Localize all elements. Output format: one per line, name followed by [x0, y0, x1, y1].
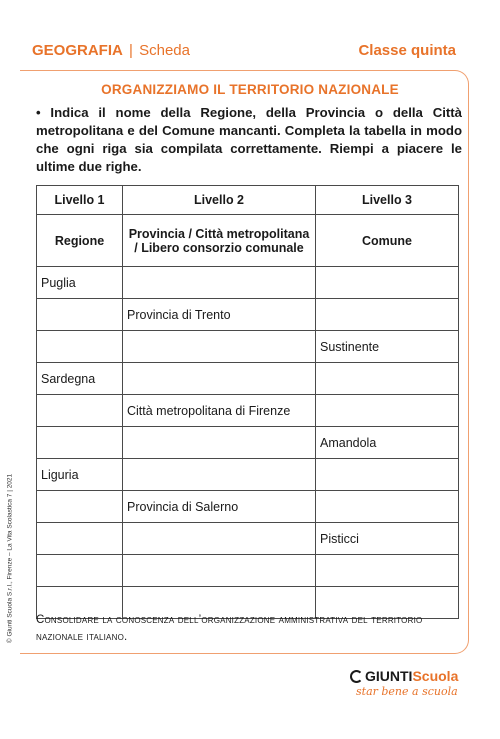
province-cell[interactable]	[123, 267, 316, 299]
region-header: Regione	[37, 215, 123, 267]
table-row	[37, 491, 459, 523]
province-cell[interactable]	[123, 555, 316, 587]
level-row	[37, 186, 459, 215]
table-row	[37, 395, 459, 427]
region-cell[interactable]: Sardegna	[37, 363, 123, 395]
grade-label: Classe quinta	[358, 42, 456, 59]
region-cell[interactable]	[37, 395, 123, 427]
region-cell[interactable]: Liguria	[37, 459, 123, 491]
comune-cell[interactable]	[316, 459, 459, 491]
level-1-header: Livello 1	[37, 186, 123, 215]
province-cell[interactable]	[123, 459, 316, 491]
publisher-logo	[350, 668, 458, 698]
table-row	[37, 555, 459, 587]
subject-label: GEOGRAFIA	[32, 42, 123, 59]
logo-tagline: star bene a scuola	[356, 685, 458, 698]
province-cell[interactable]	[123, 427, 316, 459]
table-row	[37, 331, 459, 363]
region-cell[interactable]	[37, 427, 123, 459]
table-row	[37, 459, 459, 491]
region-cell[interactable]	[37, 555, 123, 587]
level-2-header: Livello 2	[123, 186, 316, 215]
territory-table	[36, 185, 459, 619]
region-cell[interactable]	[37, 523, 123, 555]
level-3-header: Livello 3	[316, 186, 459, 215]
giunti-g-icon	[350, 670, 363, 683]
comune-cell[interactable]	[316, 267, 459, 299]
province-cell[interactable]: Provincia di Trento	[123, 299, 316, 331]
comune-cell[interactable]: Sustinente	[316, 331, 459, 363]
table-row	[37, 363, 459, 395]
province-cell[interactable]	[123, 363, 316, 395]
sheet-kind-label: Scheda	[139, 42, 190, 59]
comune-cell[interactable]	[316, 299, 459, 331]
learning-objective: Consolidare la conoscenza dell’organizzazione amministrativa del territorio nazionale italiano.	[36, 614, 423, 643]
comune-cell[interactable]	[316, 395, 459, 427]
region-cell[interactable]	[37, 331, 123, 363]
comune-cell[interactable]	[316, 363, 459, 395]
comune-header: Comune	[316, 215, 459, 267]
table-row	[37, 427, 459, 459]
comune-cell[interactable]	[316, 555, 459, 587]
table-row	[37, 523, 459, 555]
province-cell[interactable]: Città metropolitana di Firenze	[123, 395, 316, 427]
province-header: Provincia / Città metropolitana / Libero consorzio comunale	[123, 215, 316, 267]
comune-cell[interactable]: Pisticci	[316, 523, 459, 555]
table-row	[37, 267, 459, 299]
region-cell[interactable]	[37, 299, 123, 331]
header-separator: |	[129, 42, 133, 59]
header-subject	[32, 42, 190, 59]
province-cell[interactable]	[123, 331, 316, 363]
instructions: • Indica il nome della Regione, della Provincia o della Città metropolitana e del Comune mancanti. Completa la tabella in modo che ogni riga sia compilata correttamente. Riempi a piacere le ultime due righe.	[36, 105, 462, 174]
region-cell[interactable]: Puglia	[37, 267, 123, 299]
province-cell[interactable]: Provincia di Salerno	[123, 491, 316, 523]
province-cell[interactable]	[123, 523, 316, 555]
region-cell[interactable]	[37, 491, 123, 523]
logo-brand-accent: Scuola	[412, 668, 459, 684]
table-row	[37, 299, 459, 331]
column-header-row	[37, 215, 459, 267]
worksheet-title: ORGANIZZIAMO IL TERRITORIO NAZIONALE	[101, 82, 399, 97]
copyright-credit: © Giunti Scuola S.r.l., Firenze – La Vita Scolastica 7 | 2021	[6, 473, 14, 644]
logo-brand	[350, 668, 458, 684]
comune-cell[interactable]: Amandola	[316, 427, 459, 459]
comune-cell[interactable]	[316, 491, 459, 523]
logo-brand-name: GIUNTI	[365, 668, 413, 684]
